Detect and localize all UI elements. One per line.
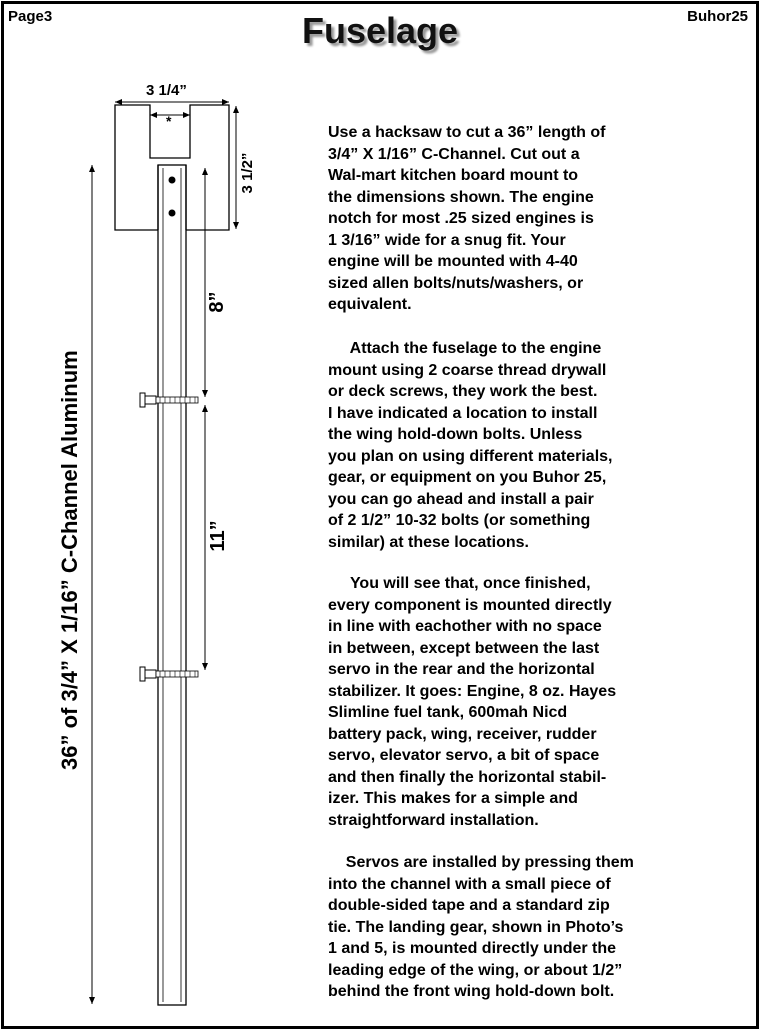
screw-hole (169, 210, 176, 217)
page-title: Fuselage (301, 10, 459, 51)
height-dimension-label: 3 1/2” (239, 152, 256, 194)
instruction-paragraph (328, 122, 748, 316)
paragraph-line: and then finally the horizontal stabil- (328, 768, 607, 786)
paragraph-line: of 2 1/2” 10-32 bolts (or something (328, 512, 591, 529)
paragraph-line: 3/4” X 1/16” C-Channel. Cut out a (328, 145, 580, 163)
paragraph-line: 1 and 5, is mounted directly under the (328, 940, 617, 957)
instruction-paragraph (328, 852, 748, 1003)
paragraph-line: behind the front wing hold-down bolt. (328, 983, 615, 1000)
paragraph-line: you can go ahead and install a pair (328, 490, 594, 508)
paragraph-line: in line with eachother with no space (328, 618, 602, 635)
screw-hole (169, 177, 176, 184)
paragraph-line: tie. The landing gear, shown in Photo’s (328, 918, 624, 936)
page-number: Page3 (8, 8, 53, 25)
paragraph-line: Use a hacksaw to cut a 36” length of (328, 124, 606, 141)
instruction-paragraph (328, 338, 748, 553)
paragraph-line: battery pack, wing, receiver, rudder (328, 725, 597, 743)
model-name: Buhor25 (687, 8, 748, 25)
paragraph-line: 1 3/16” wide for a snug fit. Your (328, 231, 566, 249)
paragraph-line: into the channel with a small piece of (328, 875, 611, 893)
paragraph-line: sized allen bolts/nuts/washers, or (328, 274, 584, 292)
paragraph-line: You will see that, once finished, (328, 575, 591, 592)
paragraph-line: izer. This makes for a simple and (328, 790, 578, 807)
paragraph-line: or deck screws, they work the best. (328, 383, 598, 400)
paragraph-line: leading edge of the wing, or about 1/2” (328, 961, 623, 979)
paragraph-line: Attach the fuselage to the engine (328, 340, 602, 357)
paragraph-line: similar) at these locations. (328, 533, 529, 551)
paragraph-line: Wal-mart kitchen board mount to (328, 167, 579, 184)
paragraph-line: notch for most .25 sized engines is (328, 210, 594, 227)
instruction-paragraph (328, 573, 748, 831)
paragraph-line: servo in the rear and the horizontal (328, 661, 595, 678)
paragraph-line: double-sided tape and a standard zip (328, 897, 610, 914)
paragraph-line: equivalent. (328, 296, 412, 313)
paragraph-line: servo, elevator servo, a bit of space (328, 747, 600, 764)
eleven-inch-label: 11” (207, 520, 229, 552)
paragraph-line: the dimensions shown. The engine (328, 188, 594, 206)
paragraph-line: gear, or equipment on you Buhor 25, (328, 469, 607, 486)
paragraph-line: engine will be mounted with 4-40 (328, 253, 578, 270)
paragraph-line: stabilizer. It goes: Engine, 8 oz. Hayes (328, 682, 617, 700)
paragraph-line: mount using 2 coarse thread drywall (328, 361, 607, 379)
notch-marker: * (166, 113, 172, 129)
width-dimension-label: 3 1/4” (146, 82, 187, 99)
paragraph-line: Slimline fuel tank, 600mah Nicd (328, 704, 568, 721)
paragraph-line: in between, except between the last (328, 639, 600, 657)
paragraph-line: Servos are installed by pressing them (328, 854, 634, 871)
paragraph-line: I have indicated a location to install (328, 404, 598, 422)
paragraph-line: every component is mounted directly (328, 596, 612, 614)
channel-length-label: 36” of 3/4” X 1/16” C-Channel Aluminum (57, 350, 82, 770)
paragraph-line: straightforward installation. (328, 811, 539, 829)
paragraph-line: you plan on using different materials, (328, 447, 613, 465)
c-channel (158, 165, 186, 1005)
eight-inch-label: 8” (206, 291, 228, 313)
paragraph-line: the wing hold-down bolts. Unless (328, 426, 583, 443)
